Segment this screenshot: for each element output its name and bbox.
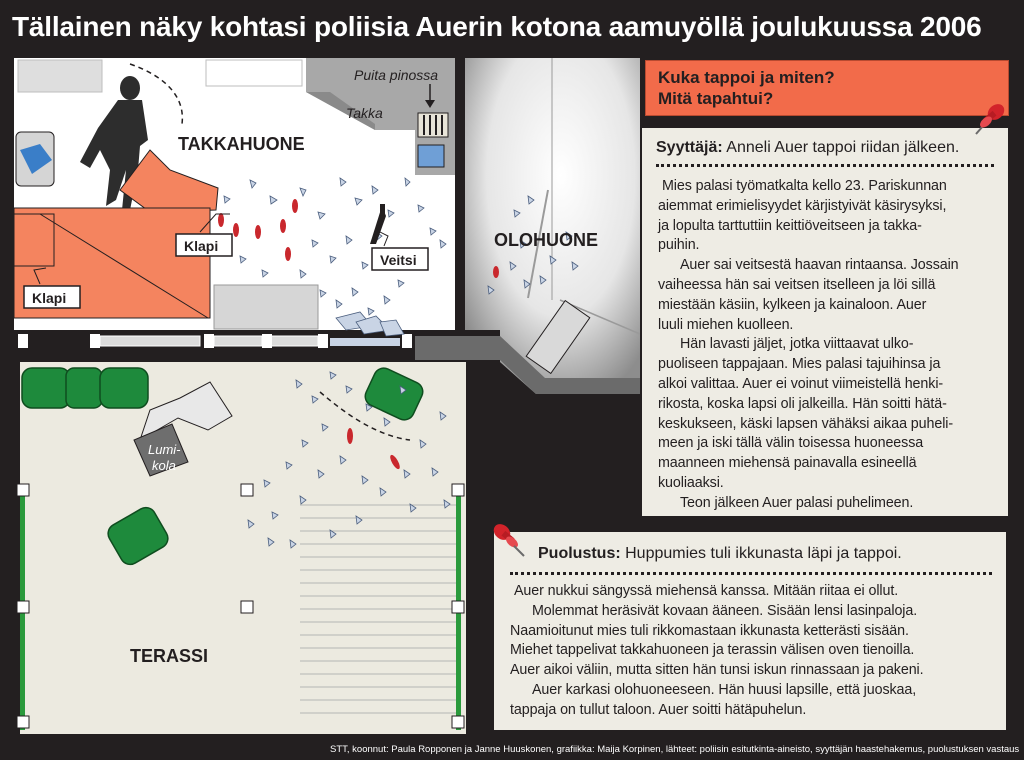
body-line: Naamioitunut mies tuli rikkomastaan ikkunasta ketterästi sisään.	[510, 622, 909, 639]
prosecution-body	[658, 177, 1004, 514]
prosecution-summary: Anneli Auer tappoi riidan jälkeen.	[726, 139, 960, 156]
room-label-olohuone: OLOHUONE	[494, 230, 599, 250]
prosecution-label: Syyttäjä:	[656, 139, 723, 156]
body-line: Auer aikoi väliin, mutta sitten hän tunsi iskun rinnassaan ja pakeni.	[510, 662, 924, 679]
credits: STT, koonnut: Paula Ropponen ja Janne Huuskonen, grafiikka: Maija Korpinen, lähteet: poliisin esitutkinta-aineisto, syyttäjän haastehakemus, puolustuksen vastaus	[330, 744, 1020, 755]
body-line: meen ja iski tällä välin toisessa huoneessa	[658, 435, 924, 452]
defense-heading	[538, 544, 902, 564]
label-lumikola-line1: Lumi-	[148, 442, 181, 457]
room-label-terassi: TERASSI	[130, 646, 209, 666]
body-line: kuoliaaksi.	[658, 474, 724, 491]
defense-label: Puolustus:	[538, 545, 621, 562]
defense-body	[510, 582, 1004, 721]
body-line: Molemmat heräsivät kovaan ääneen. Sisään lensi lasinpaloja.	[532, 602, 918, 619]
body-line: Hän lavasti jäljet, jotka viittaavat ulko-	[680, 336, 914, 353]
body-line: ja lopulta tarttuttiin keittiöveitseen ja takka-	[658, 217, 922, 234]
body-line: aiemmat erimielisyydet kärjistyivät käsirysyksi,	[658, 197, 947, 214]
body-line: puihin.	[658, 237, 700, 254]
body-line: Auer nukkui sängyssä miehensä kanssa. Mitään riitaa ei ollut.	[514, 583, 899, 599]
pushpin-icon	[968, 96, 1012, 140]
body-line: Auer karkasi olohuoneeseen. Hän huusi lapsille, että juoskaa,	[532, 681, 917, 698]
label-lumikola-line2: kola	[152, 458, 176, 473]
dotted-divider	[656, 164, 994, 167]
body-line: vaiheessa hän sai veitsen itselleen ja löi sillä	[658, 276, 936, 293]
prosecution-heading	[656, 138, 959, 158]
body-line: alkoi valittaa. Auer ei voinut viimeistellä henki-	[658, 375, 944, 392]
armchair	[16, 132, 54, 186]
pushpin-icon	[484, 516, 528, 560]
defense-summary: Huppumies tuli ikkunasta läpi ja tappoi.	[625, 545, 902, 562]
body-line: Auer sai veitsestä haavan rintaansa. Jossain	[680, 257, 959, 274]
room-label-takkahuone: TAKKAHUONE	[178, 134, 305, 154]
callout-klapi-1-text: Klapi	[184, 238, 219, 254]
question-line-1: Kuka tappoi ja miten?	[658, 68, 835, 87]
body-line: rikosta, koska lapsi oli jalkeilla. Hän soitti hätä-	[658, 395, 947, 412]
label-takka: Takka	[346, 105, 383, 121]
defense-card	[494, 532, 1006, 730]
question-banner	[645, 60, 1009, 116]
body-line: Miehet tappelivat takkahuoneen ja terassin välisen oven tienoilla.	[510, 642, 915, 659]
prosecution-card	[642, 128, 1008, 516]
body-line: keskukseen, käski lapsen vähäksi aikaa puheli-	[658, 415, 954, 432]
label-puita-pinossa: Puita pinossa	[354, 67, 439, 83]
body-line: luuli miehen kuolleen.	[658, 316, 794, 333]
body-line: tappaja on tullut taloon. Auer soitti hätäpuhelun.	[510, 701, 807, 718]
body-line: Teon jälkeen Auer palasi puhelimeen.	[680, 494, 914, 511]
body-line: maanneen miehensä painavalla esineellä	[658, 455, 917, 472]
body-line: Mies palasi työmatkalta kello 23. Pariskunnan	[662, 178, 947, 194]
body-line: puoliseen tappajaan. Mies palasi tajuihinsa ja	[658, 356, 941, 373]
dotted-divider	[510, 572, 992, 575]
question-line-2: Mitä tapahtui?	[658, 89, 774, 108]
body-line: miestään käsiin, kylkeen ja kainaloon. Auer	[658, 296, 927, 313]
callout-veitsi-text: Veitsi	[380, 252, 417, 268]
callout-klapi-2-text: Klapi	[32, 290, 67, 306]
page-title: Tällainen näky kohtasi poliisia Auerin kotona aamuyöllä joulukuussa 2006	[12, 11, 982, 42]
